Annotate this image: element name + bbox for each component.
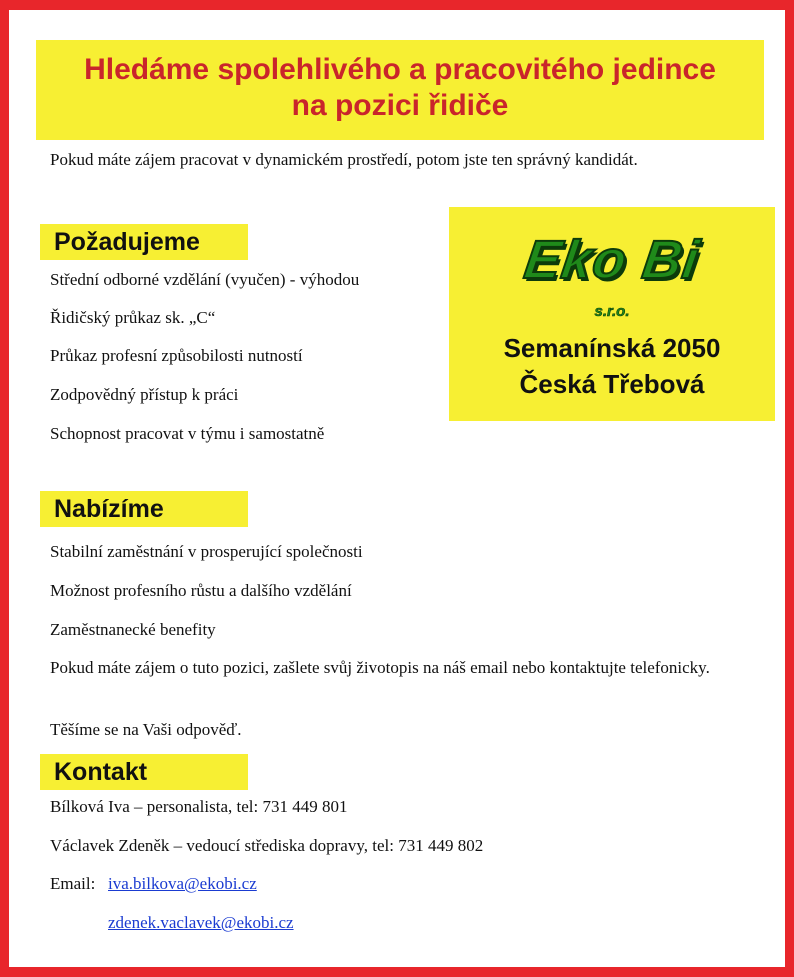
requirement-item: Zodpovědný přístup k práci	[50, 385, 239, 404]
offer-item: Stabilní zaměstnání v prosperující společnosti	[50, 542, 363, 561]
email-label: Email:	[50, 874, 96, 893]
requirement-item: Řidičský průkaz sk. „C“	[50, 308, 216, 327]
email-link-2[interactable]: zdenek.vaclavek@ekobi.cz	[108, 913, 294, 932]
requirement-item: Střední odborné vzdělání (vyučen) - výhodou	[50, 270, 360, 289]
requirement-item: Schopnost pracovat v týmu i samostatně	[50, 424, 325, 443]
requirement-item: Průkaz profesní způsobilosti nutností	[50, 346, 303, 365]
headline-line-2: na pozici řidiče	[291, 89, 509, 122]
company-logo-suffix: s.r.o.	[594, 303, 630, 320]
contact-person-2: Václavek Zdeněk – vedoucí střediska dopravy, tel: 731 449 802	[50, 836, 484, 855]
company-logo-panel	[449, 207, 775, 421]
company-city: Česká Třebová	[519, 369, 705, 399]
email-link-1[interactable]: iva.bilkova@ekobi.cz	[108, 874, 257, 893]
apply-text: Pokud máte zájem o tuto pozici, zašlete svůj životopis na náš email nebo kontaktujte telefonicky.	[50, 658, 710, 677]
offer-item: Možnost profesního růstu a dalšího vzdělání	[50, 581, 352, 600]
offer-heading: Nabízíme	[40, 491, 248, 527]
offer-item: Zaměstnanecké benefity	[50, 620, 216, 639]
contact-person-1: Bílková Iva – personalista, tel: 731 449 801	[50, 797, 348, 816]
contact-heading: Kontakt	[40, 754, 248, 790]
company-logo: Eko Bi	[520, 230, 704, 290]
company-street: Semanínská 2050	[503, 333, 721, 363]
intro-text: Pokud máte zájem pracovat v dynamickém prostředí, potom jste ten správný kandidát.	[50, 150, 638, 169]
closing-text: Těšíme se na Vaši odpověď.	[50, 720, 242, 739]
headline-banner	[36, 40, 764, 140]
requirements-heading: Požadujeme	[40, 224, 248, 260]
headline-line-1: Hledáme spolehlivého a pracovitého jedince	[84, 53, 716, 86]
